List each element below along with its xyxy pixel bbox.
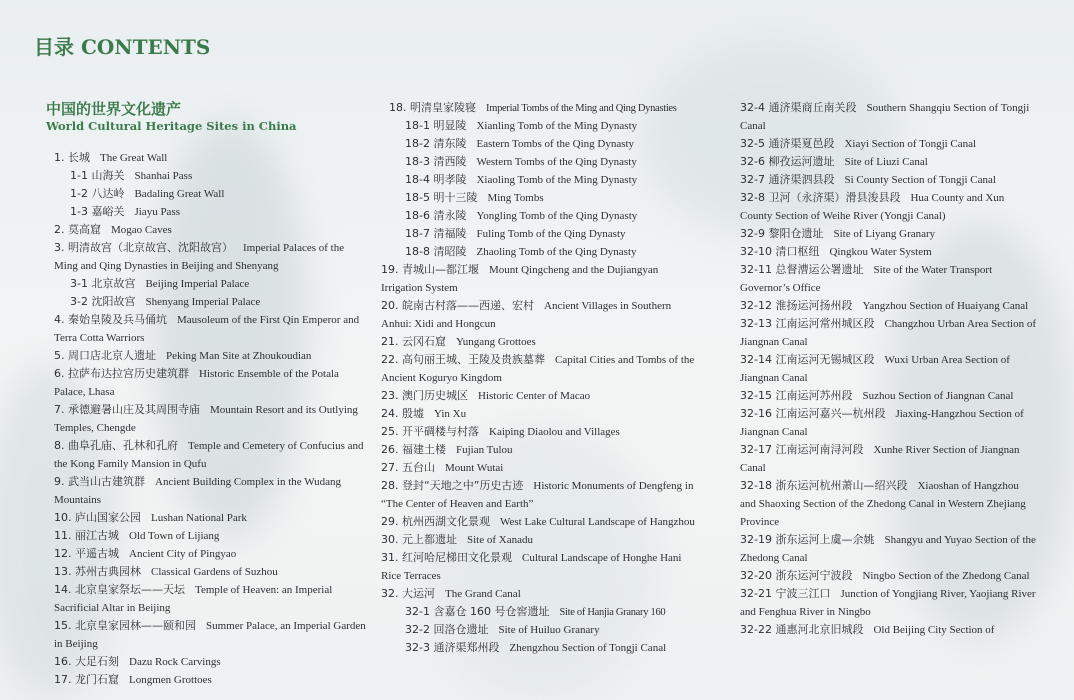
entry-title-cn: 18-6 清永陵	[405, 209, 467, 222]
entry-title-cn: 3. 明清故宫（北京故宫、沈阳故宫）	[54, 241, 233, 254]
entry-title-cn: 8. 曲阜孔庙、孔林和孔府	[54, 439, 178, 452]
entry-title-en: Cultural Landscape of Honghe Hani Rice Terraces	[381, 552, 682, 582]
toc-entry	[716, 225, 1036, 243]
toc-entry	[381, 297, 701, 333]
entry-title-en: Longmen Grottoes	[129, 674, 212, 686]
entry-title-cn: 18-3 清西陵	[405, 155, 467, 168]
entry-title-en: Historic Ensemble of the Potala Palace, Lhasa	[54, 368, 339, 398]
toc-entry	[716, 441, 1036, 477]
toc-entry	[381, 459, 701, 477]
entry-title-cn: 18. 明清皇家陵寝	[389, 101, 476, 114]
toc-entry	[381, 351, 701, 387]
entry-title-cn: 27. 五台山	[381, 461, 435, 474]
toc-entry	[381, 99, 701, 117]
toc-entry	[46, 473, 366, 509]
entry-title-cn: 32-21 宁波三江口	[740, 587, 831, 600]
toc-entry	[381, 441, 701, 459]
toc-entry	[716, 153, 1036, 171]
entry-title-en: Hua County and Xun County Section of Weihe River (Yongji Canal)	[740, 192, 1005, 222]
toc-entry	[381, 243, 701, 261]
entry-title-cn: 3-1 北京故宫	[70, 277, 136, 290]
entry-title-cn: 2. 莫高窟	[54, 223, 101, 236]
entry-title-en: Yangzhou Section of Huaiyang Canal	[862, 300, 1029, 312]
entry-title-en: Fuling Tomb of the Qing Dynasty	[476, 228, 626, 240]
contents-column-1	[46, 99, 366, 689]
entry-title-en: Jiayu Pass	[134, 206, 180, 218]
toc-entry	[381, 333, 701, 351]
toc-entry	[46, 365, 366, 401]
entry-title-cn: 32-2 回洛仓遗址	[405, 623, 489, 636]
entry-title-en: West Lake Cultural Landscape of Hangzhou	[500, 516, 695, 528]
toc-entry	[716, 135, 1036, 153]
entry-title-cn: 32-10 清口枢纽	[740, 245, 820, 258]
entry-title-cn: 22. 高句丽王城、王陵及贵族墓葬	[381, 353, 545, 366]
toc-entry	[381, 621, 701, 639]
toc-entry	[46, 653, 366, 671]
toc-entry	[716, 297, 1036, 315]
toc-entry	[46, 437, 366, 473]
entry-title-en: Zhengzhou Section of Tongji Canal	[509, 642, 667, 654]
entry-title-cn: 32-17 江南运河南浔河段	[740, 443, 864, 456]
entry-title-en: Junction of Yongjiang River, Yaojiang River and Fenghua River in Ningbo	[740, 588, 1036, 618]
toc-entry	[716, 171, 1036, 189]
toc-entry	[381, 513, 701, 531]
section-title-en: World Cultural Heritage Sites in China	[46, 119, 297, 133]
entry-title-en: Site of the Water Transport Governor’s Office	[740, 264, 993, 294]
entry-title-en: Xianling Tomb of the Ming Dynasty	[476, 120, 638, 132]
entry-title-en: Mount Qingcheng and the Dujiangyan Irrigation System	[381, 264, 659, 294]
entry-title-en: Badaling Great Wall	[134, 188, 225, 200]
entry-title-cn: 28. 登封“天地之中”历史古迹	[381, 479, 524, 492]
entry-title-cn: 32-14 江南运河无锡城区段	[740, 353, 875, 366]
entry-title-cn: 17. 龙门石窟	[54, 673, 119, 686]
entry-title-cn: 32-19 浙东运河上虞—余姚	[740, 533, 875, 546]
entry-title-cn: 32-15 江南运河苏州段	[740, 389, 853, 402]
entry-title-cn: 32-9 黎阳仓遗址	[740, 227, 824, 240]
entry-title-en: Xiaoshan of Hangzhou and Shaoxing Section of the Zhedong Canal in Western Zhejiang Province	[740, 480, 1026, 528]
entry-title-cn: 32-16 江南运河嘉兴—杭州段	[740, 407, 886, 420]
entry-title-en: Site of Liuzi Canal	[844, 156, 928, 168]
entry-title-cn: 32-12 淮扬运河扬州段	[740, 299, 853, 312]
toc-entry	[716, 621, 1036, 639]
entry-title-cn: 4. 秦始皇陵及兵马俑坑	[54, 313, 167, 326]
entry-title-en: Historic Monuments of Dengfeng in “The Center of Heaven and Earth”	[381, 480, 694, 510]
entry-title-cn: 18-2 清东陵	[405, 137, 467, 150]
entry-title-en: Fujian Tulou	[456, 444, 513, 456]
toc-entry	[46, 293, 366, 311]
entry-title-en: Yin Xu	[434, 408, 467, 420]
contents-column-2	[381, 99, 701, 657]
toc-entry	[46, 509, 366, 527]
entry-title-en: Old Beijing City Section of	[873, 624, 995, 636]
entry-title-en: Beijing Imperial Palace	[145, 278, 250, 290]
toc-entry	[381, 207, 701, 225]
entry-title-en: Yungang Grottoes	[456, 336, 536, 348]
contents-column-3	[716, 99, 1036, 639]
entry-title-cn: 15. 北京皇家园林——颐和园	[54, 619, 196, 632]
entry-title-cn: 32-8 卫河（永济渠）滑县浚县段	[740, 191, 901, 204]
entry-title-cn: 12. 平遥古城	[54, 547, 119, 560]
entry-title-cn: 13. 苏州古典园林	[54, 565, 141, 578]
entry-title-cn: 32-3 通济渠郑州段	[405, 641, 500, 654]
toc-entry	[381, 261, 701, 297]
entry-title-en: Site of Xanadu	[467, 534, 533, 546]
entry-title-en: Zhaoling Tomb of the Qing Dynasty	[476, 246, 637, 258]
entry-title-en: Si County Section of Tongji Canal	[844, 174, 996, 186]
entry-title-en: Mausoleum of the First Qin Emperor and Terra Cotta Warriors	[54, 314, 360, 344]
entry-title-cn: 5. 周口店北京人遗址	[54, 349, 156, 362]
entry-title-cn: 1-2 八达岭	[70, 187, 125, 200]
entry-title-en: Yongling Tomb of the Qing Dynasty	[476, 210, 638, 222]
entry-title-cn: 18-4 明孝陵	[405, 173, 467, 186]
toc-entry	[381, 639, 701, 657]
entry-title-en: Ancient Villages in Southern Anhui: Xidi and Hongcun	[381, 300, 672, 330]
entry-title-en: The Great Wall	[100, 152, 168, 164]
toc-entry	[381, 531, 701, 549]
entry-title-en: Peking Man Site at Zhoukoudian	[166, 350, 312, 362]
page-title: 目录 CONTENTS	[34, 35, 211, 59]
entry-title-cn: 32-13 江南运河常州城区段	[740, 317, 875, 330]
toc-entry	[381, 171, 701, 189]
entry-title-en: Temple of Heaven: an Imperial Sacrificial Altar in Beijing	[54, 584, 333, 614]
entry-title-cn: 32-22 通惠河北京旧城段	[740, 623, 864, 636]
toc-entry	[381, 585, 701, 603]
entry-title-en: Site of Liyang Granary	[833, 228, 936, 240]
toc-entry	[381, 477, 701, 513]
entry-title-en: Xunhe River Section of Jiangnan Canal	[740, 444, 1020, 474]
entry-title-cn: 16. 大足石刻	[54, 655, 119, 668]
toc-entry	[381, 189, 701, 207]
entry-title-cn: 18-1 明显陵	[405, 119, 467, 132]
entry-list	[716, 99, 1036, 639]
entry-title-cn: 14. 北京皇家祭坛——天坛	[54, 583, 185, 596]
entry-title-cn: 1-1 山海关	[70, 169, 125, 182]
entry-title-en: Changzhou Urban Area Section of Jiangnan Canal	[740, 318, 1036, 348]
entry-title-en: Site of Huiluo Granary	[498, 624, 600, 636]
entry-title-cn: 32. 大运河	[381, 587, 435, 600]
toc-entry	[46, 527, 366, 545]
entry-title-cn: 32-18 浙东运河杭州萧山—绍兴段	[740, 479, 908, 492]
toc-entry	[716, 477, 1036, 531]
entry-list	[381, 99, 701, 657]
entry-title-en: Kaiping Diaolou and Villages	[489, 426, 620, 438]
entry-title-cn: 19. 青城山—都江堰	[381, 263, 479, 276]
entry-title-cn: 11. 丽江古城	[54, 529, 119, 542]
entry-title-cn: 1. 长城	[54, 151, 90, 164]
entry-title-cn: 3-2 沈阳故宫	[70, 295, 136, 308]
entry-title-en: Old Town of Lijiang	[129, 530, 220, 542]
entry-title-en: Xiaoling Tomb of the Ming Dynasty	[476, 174, 638, 186]
entry-title-cn: 32-7 通济渠泗县段	[740, 173, 835, 186]
entry-title-en: Temple and Cemetery of Confucius and the Kong Family Mansion in Qufu	[54, 440, 364, 470]
entry-title-cn: 9. 武当山古建筑群	[54, 475, 145, 488]
toc-entry	[716, 261, 1036, 297]
toc-entry	[381, 117, 701, 135]
toc-entry	[716, 351, 1036, 387]
toc-entry	[381, 153, 701, 171]
entry-title-en: Xiayi Section of Tongji Canal	[844, 138, 977, 150]
entry-title-en: Ming Tombs	[487, 192, 544, 204]
toc-entry	[716, 531, 1036, 567]
toc-entry	[46, 221, 366, 239]
entry-title-en: Imperial Palaces of the Ming and Qing Dynasties in Beijing and Shenyang	[54, 242, 345, 272]
toc-entry	[46, 401, 366, 437]
entry-title-cn: 32-20 浙东运河宁波段	[740, 569, 853, 582]
entry-title-en: Shenyang Imperial Palace	[145, 296, 261, 308]
entry-title-cn: 18-7 清福陵	[405, 227, 467, 240]
entry-title-en: Site of Hanjia Granary 160	[559, 607, 666, 618]
entry-title-en: Shangyu and Yuyao Section of the Zhedong Canal	[740, 534, 1036, 564]
entry-title-cn: 20. 皖南古村落——西递、宏村	[381, 299, 534, 312]
toc-entry	[716, 567, 1036, 585]
entry-title-en: Mountain Resort and its Outlying Temples, Chengde	[54, 404, 358, 434]
entry-title-cn: 32-1 含嘉仓 160 号仓窖遗址	[405, 605, 550, 618]
entry-title-en: Mogao Caves	[111, 224, 172, 236]
toc-entry	[716, 585, 1036, 621]
entry-list	[46, 149, 366, 689]
entry-title-cn: 31. 红河哈尼梯田文化景观	[381, 551, 512, 564]
entry-title-en: Dazu Rock Carvings	[129, 656, 221, 668]
entry-title-en: Lushan National Park	[151, 512, 247, 524]
entry-title-en: Ancient City of Pingyao	[129, 548, 237, 560]
entry-title-en: Mount Wutai	[445, 462, 504, 474]
entry-title-cn: 26. 福建土楼	[381, 443, 446, 456]
entry-title-en: Historic Center of Macao	[478, 390, 591, 402]
toc-entry	[716, 405, 1036, 441]
toc-entry	[716, 99, 1036, 135]
entry-title-cn: 32-5 通济渠夏邑段	[740, 137, 835, 150]
entry-title-en: Jiaxing-Hangzhou Section of Jiangnan Canal	[740, 408, 1024, 438]
toc-entry	[381, 135, 701, 153]
toc-entry	[46, 311, 366, 347]
entry-title-cn: 18-5 明十三陵	[405, 191, 478, 204]
entry-title-cn: 29. 杭州西湖文化景观	[381, 515, 490, 528]
entry-title-en: Summer Palace, an Imperial Garden in Beijing	[54, 620, 366, 650]
toc-entry	[46, 239, 366, 275]
entry-title-cn: 32-4 通济渠商丘南关段	[740, 101, 857, 114]
entry-title-en: Capital Cities and Tombs of the Ancient Koguryo Kingdom	[381, 354, 695, 384]
toc-entry	[716, 243, 1036, 261]
toc-entry	[46, 149, 366, 167]
toc-entry	[381, 549, 701, 585]
toc-entry	[381, 405, 701, 423]
section-title-cn: 中国的世界文化遗产	[46, 100, 182, 118]
entry-title-cn: 7. 承德避暑山庄及其周围寺庙	[54, 403, 200, 416]
entry-title-cn: 23. 澳门历史城区	[381, 389, 468, 402]
toc-entry	[46, 671, 366, 689]
toc-entry	[46, 581, 366, 617]
toc-entry	[46, 545, 366, 563]
entry-title-en: Ningbo Section of the Zhedong Canal	[862, 570, 1030, 582]
toc-entry	[381, 225, 701, 243]
toc-entry	[46, 563, 366, 581]
entry-title-en: Ancient Building Complex in the Wudang Mountains	[54, 476, 342, 506]
toc-entry	[716, 387, 1036, 405]
toc-entry	[46, 167, 366, 185]
toc-entry	[46, 617, 366, 653]
toc-entry	[716, 315, 1036, 351]
entry-title-cn: 10. 庐山国家公园	[54, 511, 141, 524]
entry-title-cn: 6. 拉萨布达拉宫历史建筑群	[54, 367, 189, 380]
toc-entry	[381, 387, 701, 405]
entry-title-en: Wuxi Urban Area Section of Jiangnan Canal	[740, 354, 1010, 384]
entry-title-cn: 30. 元上都遗址	[381, 533, 457, 546]
toc-entry	[46, 185, 366, 203]
entry-title-cn: 32-11 总督漕运公署遗址	[740, 263, 864, 276]
toc-entry	[381, 603, 701, 621]
toc-entry	[716, 189, 1036, 225]
toc-entry	[46, 275, 366, 293]
toc-entry	[46, 347, 366, 365]
entry-title-cn: 25. 开平碉楼与村落	[381, 425, 479, 438]
entry-title-en: The Grand Canal	[445, 588, 521, 600]
entry-title-en: Classical Gardens of Suzhou	[151, 566, 278, 578]
entry-title-cn: 1-3 嘉峪关	[70, 205, 125, 218]
entry-title-en: Imperial Tombs of the Ming and Qing Dynasties	[486, 103, 677, 114]
entry-title-cn: 21. 云冈石窟	[381, 335, 446, 348]
entry-title-en: Eastern Tombs of the Qing Dynasty	[476, 138, 635, 150]
entry-title-cn: 24. 殷墟	[381, 407, 424, 420]
entry-title-en: Shanhai Pass	[134, 170, 193, 182]
entry-title-cn: 18-8 清昭陵	[405, 245, 467, 258]
toc-entry	[381, 423, 701, 441]
entry-title-en: Western Tombs of the Qing Dynasty	[476, 156, 637, 168]
toc-entry	[46, 203, 366, 221]
entry-title-cn: 32-6 柳孜运河遗址	[740, 155, 835, 168]
entry-title-en: Suzhou Section of Jiangnan Canal	[862, 390, 1014, 402]
entry-title-en: Southern Shangqiu Section of Tongji Canal	[740, 102, 1030, 132]
entry-title-en: Qingkou Water System	[829, 246, 932, 258]
